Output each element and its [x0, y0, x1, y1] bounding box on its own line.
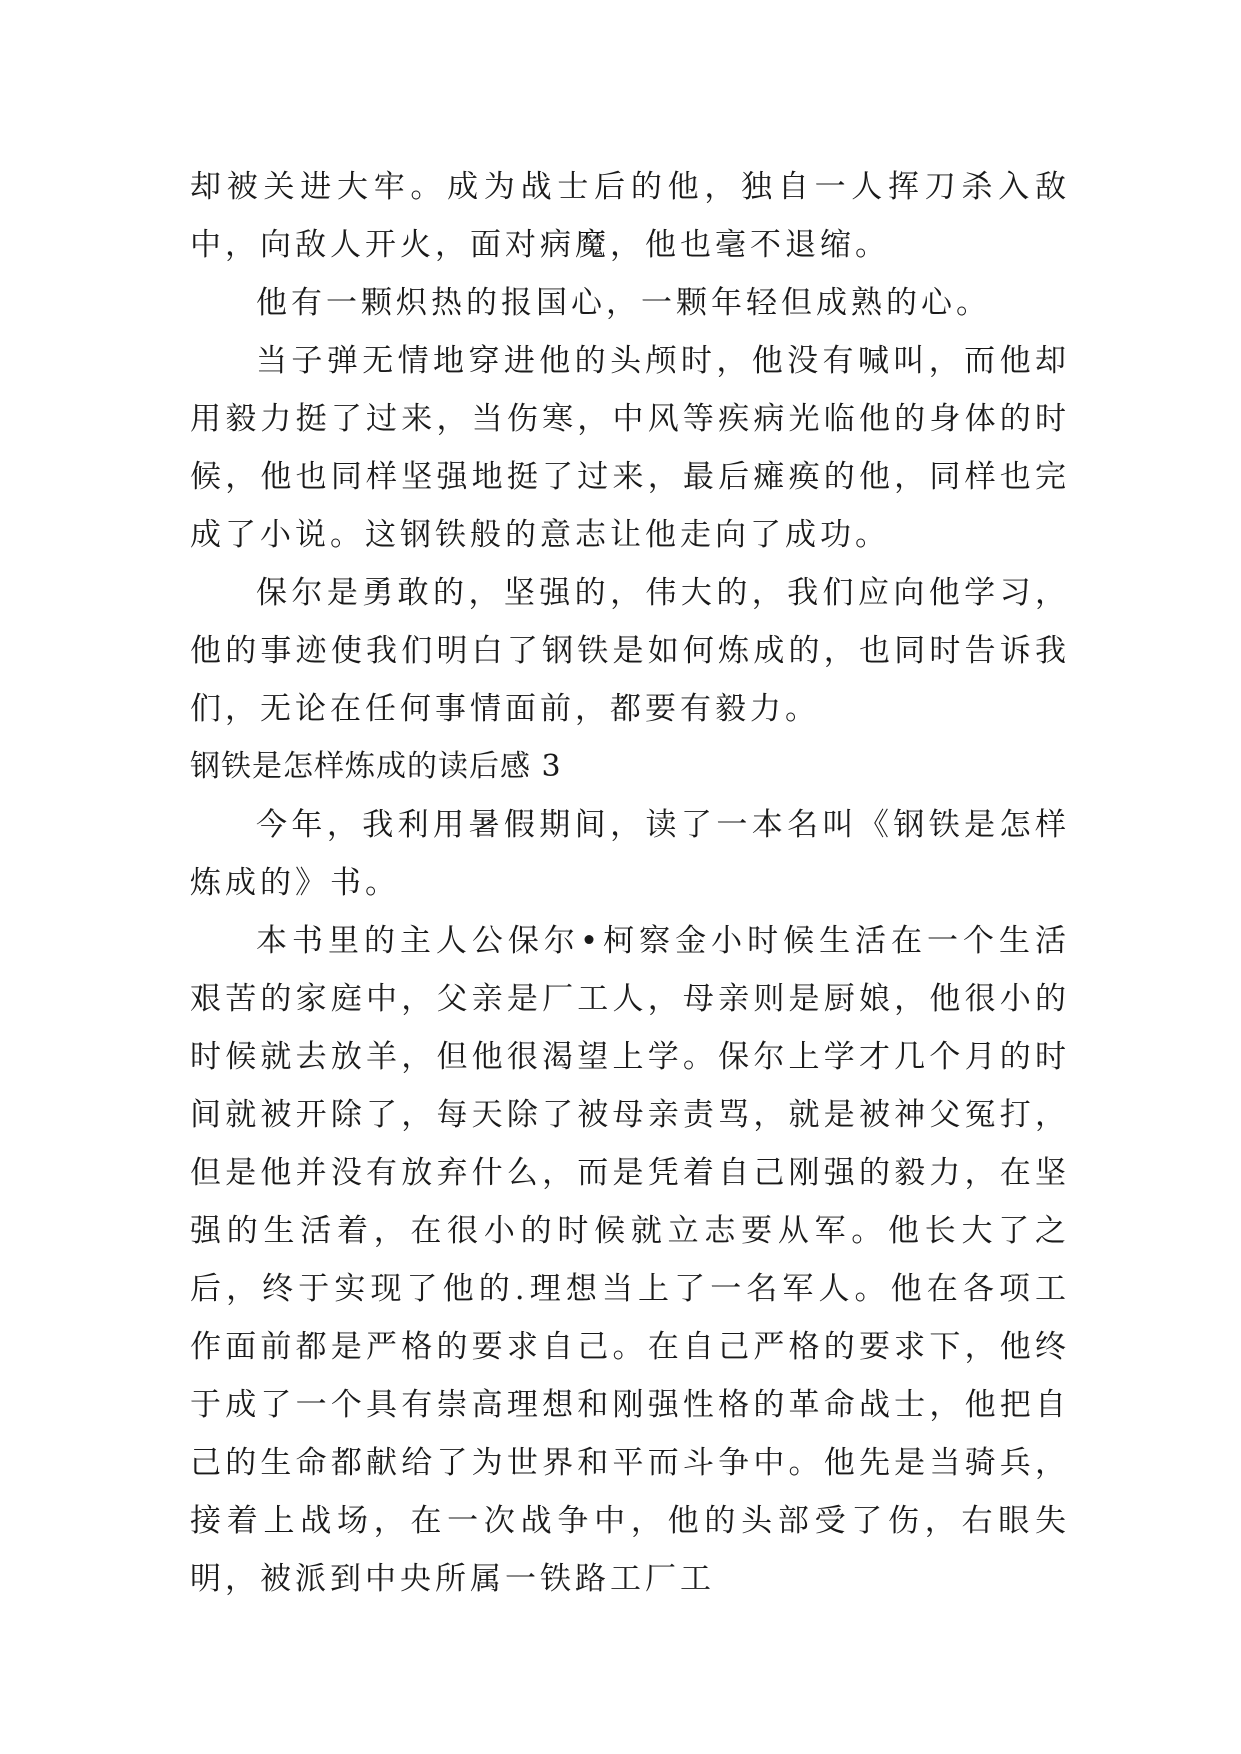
paragraph-continuation: 却被关进大牢。成为战士后的他，独自一人挥刀杀入敌中，向敌人开火，面对病魔，他也毫不退缩。	[190, 169, 1070, 263]
paragraph: 本书里的主人公保尔•柯察金小时候生活在一个生活艰苦的家庭中，父亲是厂工人，母亲则是厨娘，他很小的时候就去放羊，但他很渴望上学。保尔上学才几个月的时间就被开除了，每天除了被母亲责骂，就是被神父冤打，但是他并没有放弃什么，而是凭着自己刚强的毅力，在坚强的生活着，在很小的时候就立志要从军。他长大了之后，终于实现了他的.理想当上了一名军人。他在各项工作面前都是严格的要求自己。在自己严格的要求下，他终于成了一个具有崇高理想和刚强性格的革命战士，他把自己的生命都献给了为世界和平而斗争中。他先是当骑兵，接着上战场，在一次战争中，他的头部受了伤，右眼失明，被派到中央所属一铁路工厂工	[190, 923, 1070, 1597]
document-body	[190, 158, 1070, 1608]
paragraph: 今年，我利用暑假期间，读了一本名叫《钢铁是怎样炼成的》书。	[190, 807, 1070, 901]
paragraph: 保尔是勇敢的，坚强的，伟大的，我们应向他学习，他的事迹使我们明白了钢铁是如何炼成的，也同时告诉我们，无论在任何事情面前，都要有毅力。	[190, 575, 1070, 727]
section-title: 钢铁是怎样炼成的读后感 3	[190, 749, 562, 784]
paragraph: 他有一颗炽热的报国心，一颗年轻但成熟的心。	[256, 285, 991, 321]
paragraph: 当子弹无情地穿进他的头颅时，他没有喊叫，而他却用毅力挺了过来，当伤寒，中风等疾病光临他的身体的时候，他也同样坚强地挺了过来，最后瘫痪的他，同样也完成了小说。这钢铁般的意志让他走向了成功。	[190, 343, 1070, 553]
